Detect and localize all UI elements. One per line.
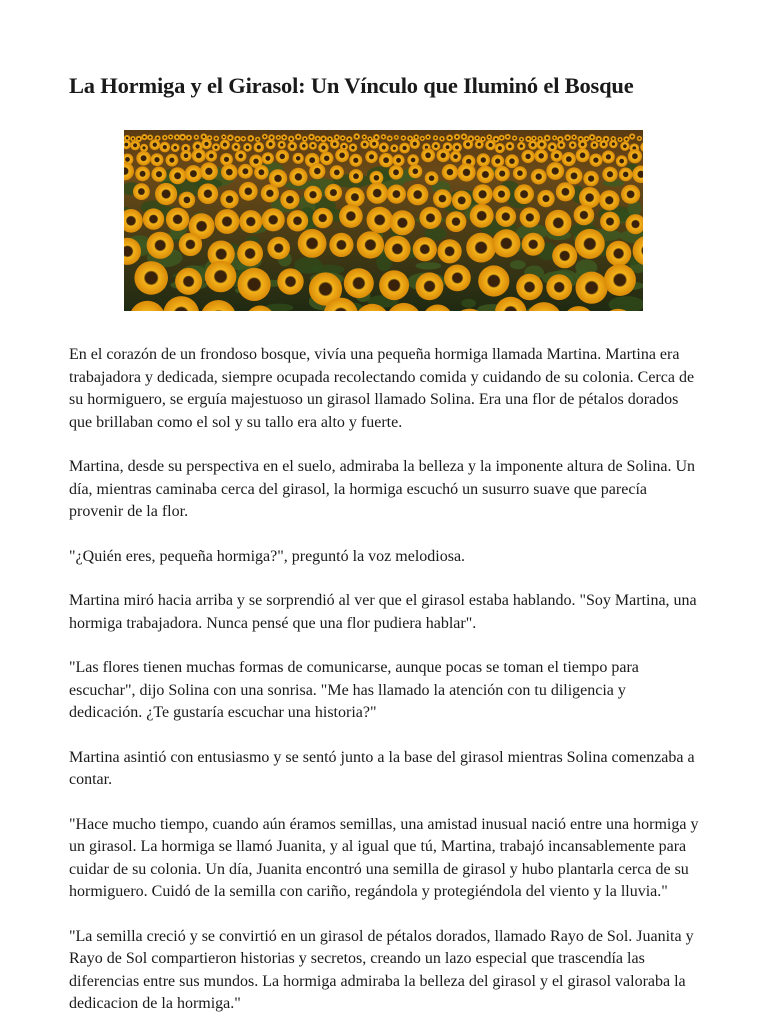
document-body (69, 344, 699, 1016)
sunflower-field-image (124, 130, 643, 311)
paragraph: Martina asintió con entusiasmo y se sentó junto a la base del girasol mientras Solina comenzaba a contar. (69, 748, 695, 788)
paragraph: Martina miró hacia arriba y se sorprendió al ver que el girasol estaba hablando. "Soy Martina, una hormiga trabajadora. Nunca pensé que una flor pudiera hablar". (69, 592, 697, 632)
paragraph: "¿Quién eres, pequeña hormiga?", preguntó la voz melodiosa. (69, 547, 466, 565)
document-title: La Hormiga y el Girasol: Un Vínculo que Iluminó el Bosque (69, 73, 634, 98)
paragraph: "La semilla creció y se convirtió en un girasol de pétalos dorados, llamado Rayo de Sol. Juanita y Rayo de Sol compartieron historias y secretos, creando un lazo especial que trascendía las diferencias entre sus mundos. La hormiga admiraba la belleza del girasol y el girasol valoraba la dedicacion de la hormiga." (69, 927, 694, 1012)
paragraph: "Hace mucho tiempo, cuando aún éramos semillas, una amistad inusual nació entre una hormiga y un girasol. La hormiga se llamó Juanita, y al igual que tú, Martina, trabajó incansablemente para cuidar de su colonia. Un día, Juanita encontró una semilla de girasol y hubo plantarla cerca de su hormiguero. Cuidó de la semilla con cariño, regándola y protegiéndola del viento y la lluvia." (69, 815, 699, 900)
paragraph: En el corazón de un frondoso bosque, vivía una pequeña hormiga llamada Martina. Martina era trabajadora y dedicada, siempre ocupada recolectando comida y cuidando de su colonia. Cerca de su hormiguero, se erguía majestuoso un girasol llamado Solina. Era una flor de pétalos dorados que brillaban como el sol y su tallo era alto y fuerte. (69, 346, 695, 431)
paragraph: Martina, desde su perspectiva en el suelo, admiraba la belleza y la imponente altura de Solina. Un día, mientras caminaba cerca del girasol, la hormiga escuchó un susurro suave que parecía provenir de la flor. (69, 458, 695, 520)
paragraph: "Las flores tienen muchas formas de comunicarse, aunque pocas se toman el tiempo para escuchar", dijo Solina con una sonrisa. "Me has llamado la atención con tu diligencia y dedicación. ¿Te gustaría escuchar una historia?" (69, 659, 639, 721)
